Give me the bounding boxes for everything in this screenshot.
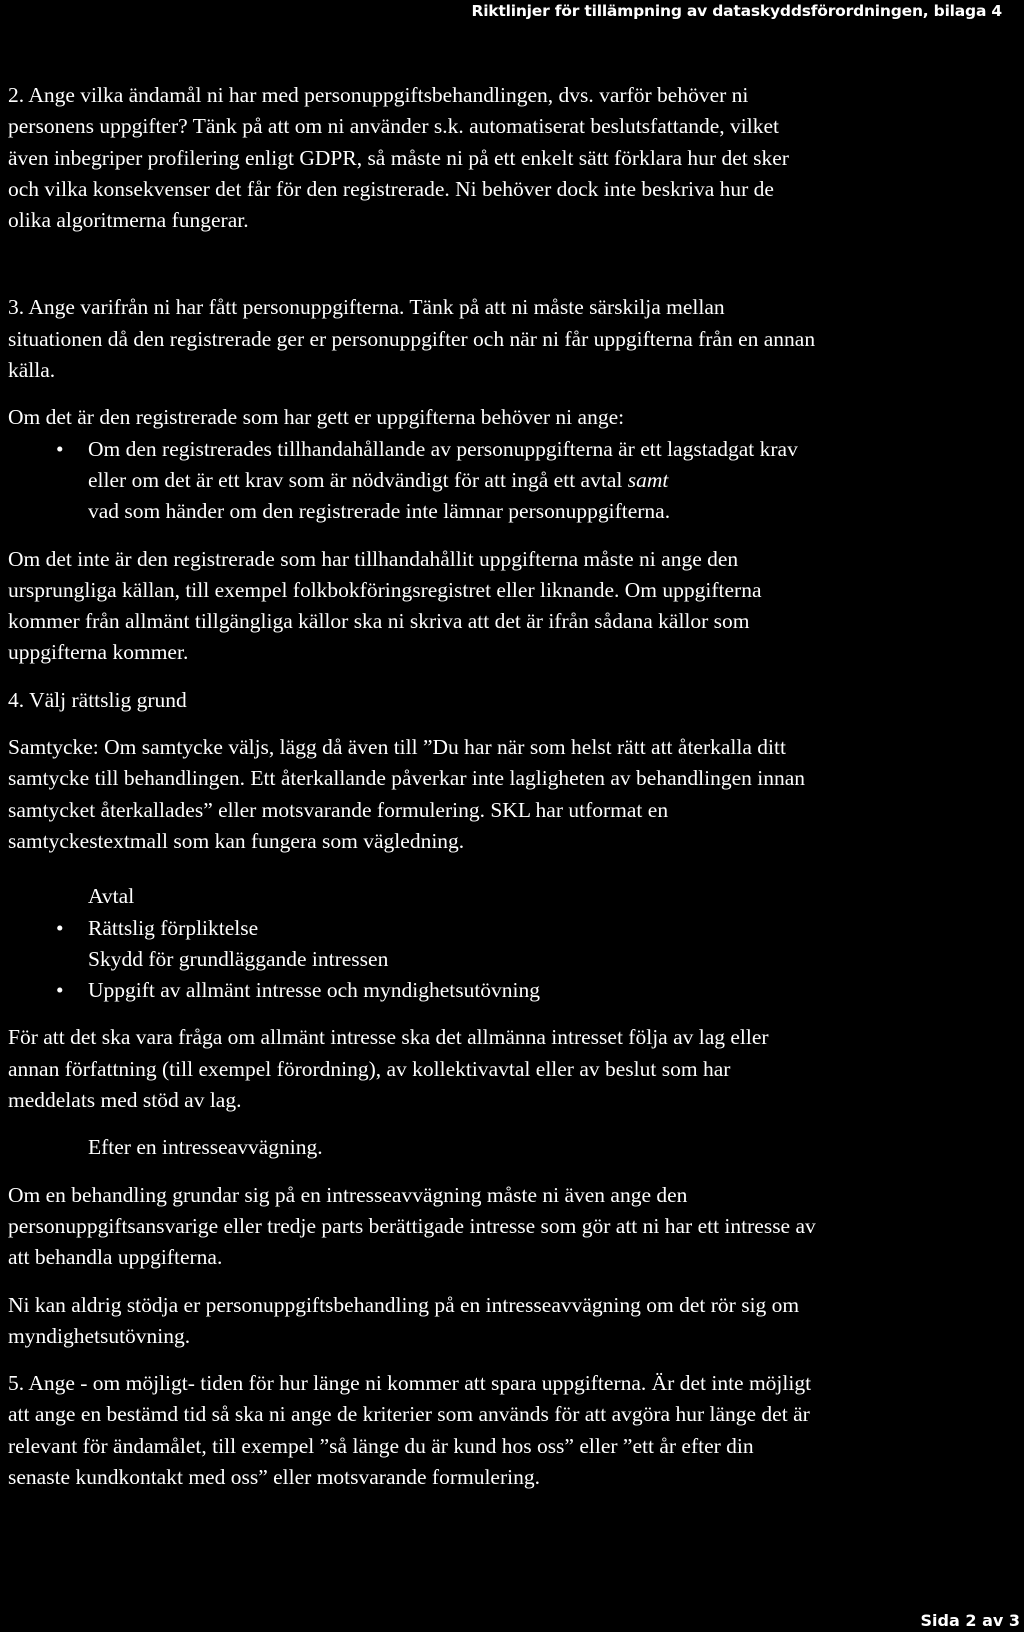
list-item: Avtal (88, 884, 135, 909)
section-4-heading: 4. Välj rättslig grund (8, 687, 187, 712)
list-item: • Om den registrerades tillhandahållande av personuppgifterna är ett lagstadgat krav eller om det är ett krav som är nödvändigt för att ingå ett avtal samt vad som händer om den registrerade inte lämnar personuppgifterna. (8, 434, 1018, 528)
section-4-legal-basis (8, 685, 1018, 1352)
balancing-item: Efter en intresseavvägning. (88, 1135, 323, 1160)
section-5-text: 5. Ange - om möjligt- tiden för hur länge ni kommer att spara uppgifterna. Är det inte möjligt att ange en bestämd tid så ska ni ange de kriterier som används för att avgöra hur länge det är relevant för ändamålet, till exempel ”så länge du är kund hos oss” eller ”ett år efter din senaste kundkontakt med oss” eller motsvarande formulering. (8, 1371, 812, 1489)
section-3-sources (8, 292, 1018, 668)
list-item: • Uppgift av allmänt intresse och myndighetsutövning (8, 975, 1018, 1006)
never-text: Ni kan aldrig stödja er personuppgiftsbehandling på en intresseavvägning om det rör sig om myndighetsutövning. (8, 1292, 800, 1348)
not-given-text: Om det inte är den registrerade som har tillhandahållit uppgifterna måste ni ange den ursprungliga källan, till exempel folkbokföringsregistret eller liknande. Om uppgifterna kommer från allmänt tillgängliga källor ska ni skriva att det är ifrån sådana källor som uppgifterna kommer. (8, 546, 762, 665)
legal-basis-list (8, 881, 1018, 1006)
consent-text: Samtycke: Om samtycke väljs, lägg då även till ”Du har när som helst rätt att återkalla ditt samtycke till behandlingen. Ett återkallande påverkar inte lagligheten av behandlingen innan samtycket återkallades” eller motsvarande formulering. SKL har utformat en samtyckestextmall som kan fungera som vägledning. (8, 735, 806, 853)
list-item: • Rättslig förpliktelse (8, 913, 1018, 944)
section-2-purposes (8, 80, 1018, 236)
bullet-icon: • (56, 915, 64, 940)
bullet-icon: • (56, 978, 64, 1003)
document-body (8, 80, 1018, 1493)
given-intro: Om det är den registrerade som har gett er uppgifterna behöver ni ange: (8, 405, 625, 430)
section-5-retention (8, 1368, 1018, 1493)
balancing-text: Om en behandling grundar sig på en intresseavvägning måste ni även ange den personuppgiftsansvarige eller tredje parts berättigade intresse som gör att ni har ett intresse av att behandla uppgifterna. (8, 1182, 816, 1270)
section-2-text: 2. Ange vilka ändamål ni har med personuppgiftsbehandlingen, dvs. varför behöver ni personens uppgifter? Tänk på att om ni använder s.k. automatiserat beslutsfattande, vilket även inbegriper profilering enligt GDPR, så måste ni på ett enkelt sätt förklara hur det sker och vilka konsekvenser det får för den registrerade. Ni behöver dock inte beskriva hur de olika algoritmerna fungerar. (8, 83, 789, 233)
emphasis-samt: samt (627, 467, 669, 492)
section-3-text: 3. Ange varifrån ni har fått personuppgifterna. Tänk på att ni måste särskilja mellan situationen då den registrerade ger er personuppgifter och när ni får uppgifterna från en annan källa. (8, 295, 816, 383)
document-header: Riktlinjer för tillämpning av dataskyddsförordningen, bilaga 4 (471, 2, 1002, 20)
page-number: Sida 2 av 3 (920, 1611, 1020, 1630)
list-item: Skydd för grundläggande intressen (88, 946, 389, 971)
public-interest-text: För att det ska vara fråga om allmänt intresse ska det allmänna intresset följa av lag eller annan författning (till exempel förordning), av kollektivavtal eller av beslut som har meddelats med stöd av lag. (8, 1025, 769, 1113)
given-bullet-list (8, 434, 1018, 528)
bullet-icon: • (56, 436, 64, 461)
